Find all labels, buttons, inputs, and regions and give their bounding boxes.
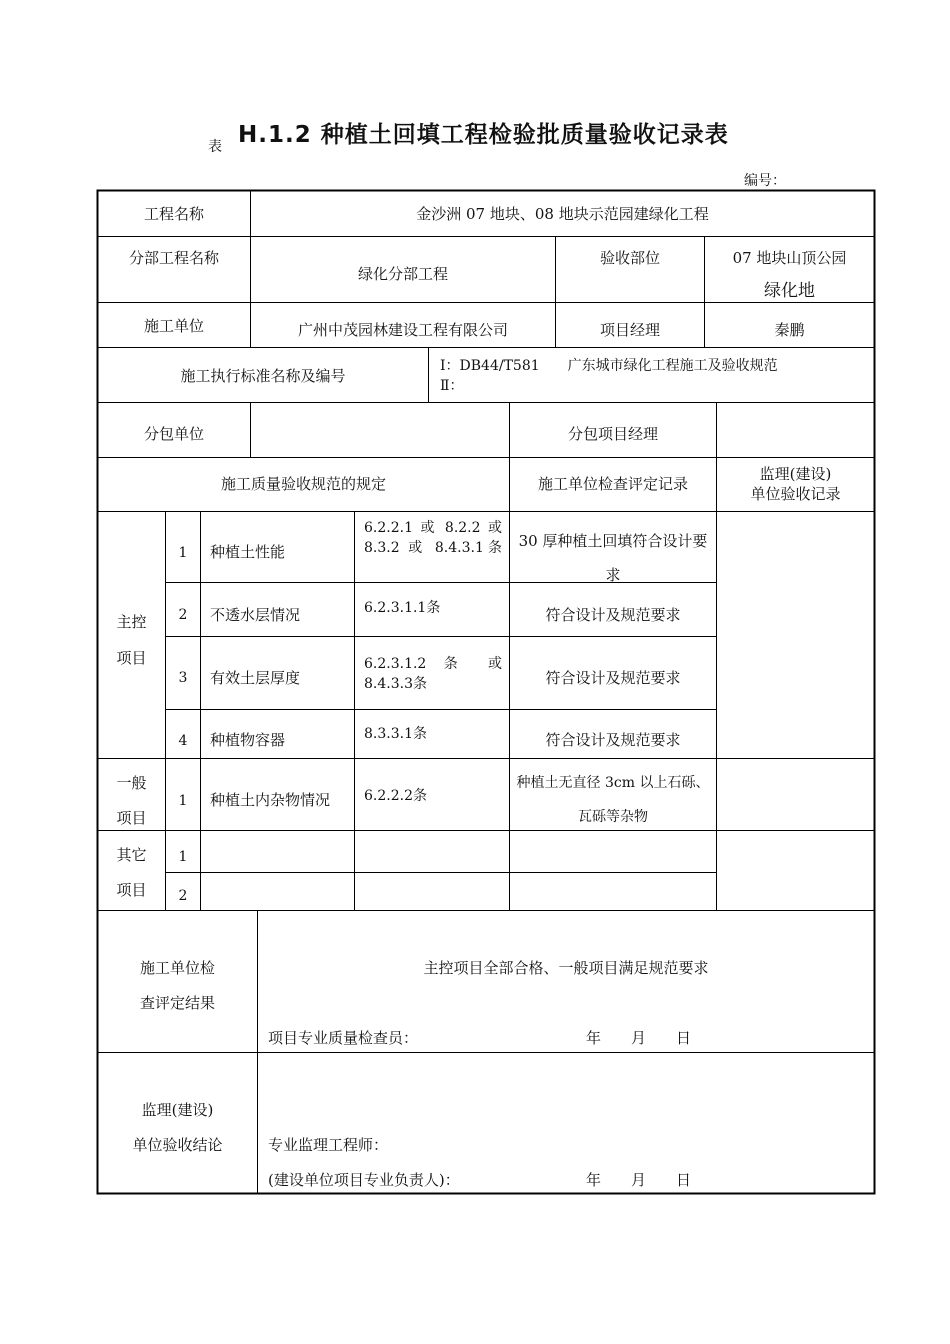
table-row-number: 4 (178, 733, 188, 749)
general-items-label-1: 一般 (116, 774, 147, 792)
project-name-value: 金沙洲 07 地块、08 地块示范园建绿化工程 (416, 205, 709, 223)
general-items-label-2: 项目 (116, 809, 147, 827)
table-row-number: 1 (178, 793, 188, 809)
inspector-date-label: 年 月 日 (586, 1029, 692, 1047)
subproject-value: 绿化分部工程 (357, 265, 448, 283)
table-row-result: 符合设计及规范要求 (545, 731, 681, 749)
accept-location-label: 验收部位 (599, 249, 660, 267)
table-row-item: 种植物容器 (210, 731, 286, 749)
table-row-number: 1 (178, 545, 188, 561)
table-row-result: 30 厚种植土回填符合设计要求 (518, 532, 708, 584)
project-name-label: 工程名称 (143, 205, 204, 223)
page-title: H.1.2 种植土回填工程检验批质量验收记录表 (238, 122, 729, 148)
contractor-value: 广州中茂园林建设工程有限公司 (297, 321, 508, 339)
supervising-engineer-label: 专业监理工程师： (268, 1136, 389, 1154)
table-row-clause: 6.2.2.1 或 8.2.2 或8.3.2 或 8.4.3.1条 (364, 520, 502, 556)
table-row-clause: 6.2.3.1.1条 (364, 600, 441, 616)
title-prefix: 表 (208, 139, 222, 155)
subproject-label: 分部工程名称 (128, 249, 219, 267)
contractor-label: 施工单位 (143, 317, 204, 335)
table-row-result: 种植土无直径 3cm 以上石砾、瓦砾等杂物 (516, 775, 710, 825)
table-row-result: 符合设计及规范要求 (545, 669, 681, 687)
supervision-column-header-1: 监理(建设) (759, 465, 832, 483)
standard-line-2: Ⅱ： (440, 378, 464, 394)
inspector-signature-label: 项目专业质量检查员： (268, 1029, 419, 1047)
sub-pm-label: 分包项目经理 (567, 425, 658, 443)
main-items-label-2: 项目 (116, 649, 147, 667)
spec-column-header: 施工质量验收规范的规定 (220, 475, 386, 493)
table-row-item: 不透水层情况 (210, 606, 301, 624)
table-row-clause: 6.2.3.1.2 条 或 8.4.3.3条 (364, 656, 502, 692)
check-column-header: 施工单位检查评定记录 (537, 475, 688, 493)
table-row-number: 2 (178, 607, 188, 623)
supervision-date-label: 年 月 日 (586, 1171, 692, 1189)
subcontractor-label: 分包单位 (143, 425, 204, 443)
owner-representative-label: (建设单位项目专业负责人)： (268, 1171, 460, 1189)
serial-number-label: 编号： (744, 173, 786, 189)
table-row-result: 符合设计及规范要求 (545, 606, 681, 624)
table-row-clause: 8.3.3.1条 (364, 726, 427, 742)
project-manager-label: 项目经理 (599, 321, 660, 339)
supervision-conclusion-label-2: 单位验收结论 (132, 1136, 223, 1154)
table-row-clause: 6.2.2.2条 (364, 788, 427, 804)
contractor-eval-label-1: 施工单位检 (139, 959, 215, 977)
project-manager-value: 秦鹏 (774, 321, 805, 339)
other-items-label-1: 其它 (116, 846, 147, 864)
standard-label: 施工执行标准名称及编号 (180, 367, 346, 385)
table-row-number: 2 (178, 888, 188, 904)
table-row-item: 种植土内杂物情况 (210, 791, 331, 809)
supervision-conclusion-label-1: 监理(建设) (141, 1101, 214, 1119)
supervision-column-header-2: 单位验收记录 (750, 485, 841, 503)
table-row-number: 1 (178, 849, 188, 865)
accept-location-line1: 07 地块山顶公园 (732, 249, 847, 267)
table-row-number: 3 (178, 670, 188, 686)
table-row-item: 种植土性能 (210, 543, 286, 561)
standard-line-1: Ⅰ：DB44/T581 广东城市绿化工程施工及验收规范 (440, 358, 778, 374)
table-row-item: 有效土层厚度 (210, 669, 301, 687)
main-items-label-1: 主控 (116, 613, 147, 631)
contractor-eval-result: 主控项目全部合格、一般项目满足规范要求 (423, 959, 709, 977)
accept-location-line2: 绿化地 (764, 281, 815, 301)
contractor-eval-label-2: 查评定结果 (139, 994, 215, 1012)
other-items-label-2: 项目 (116, 881, 147, 899)
